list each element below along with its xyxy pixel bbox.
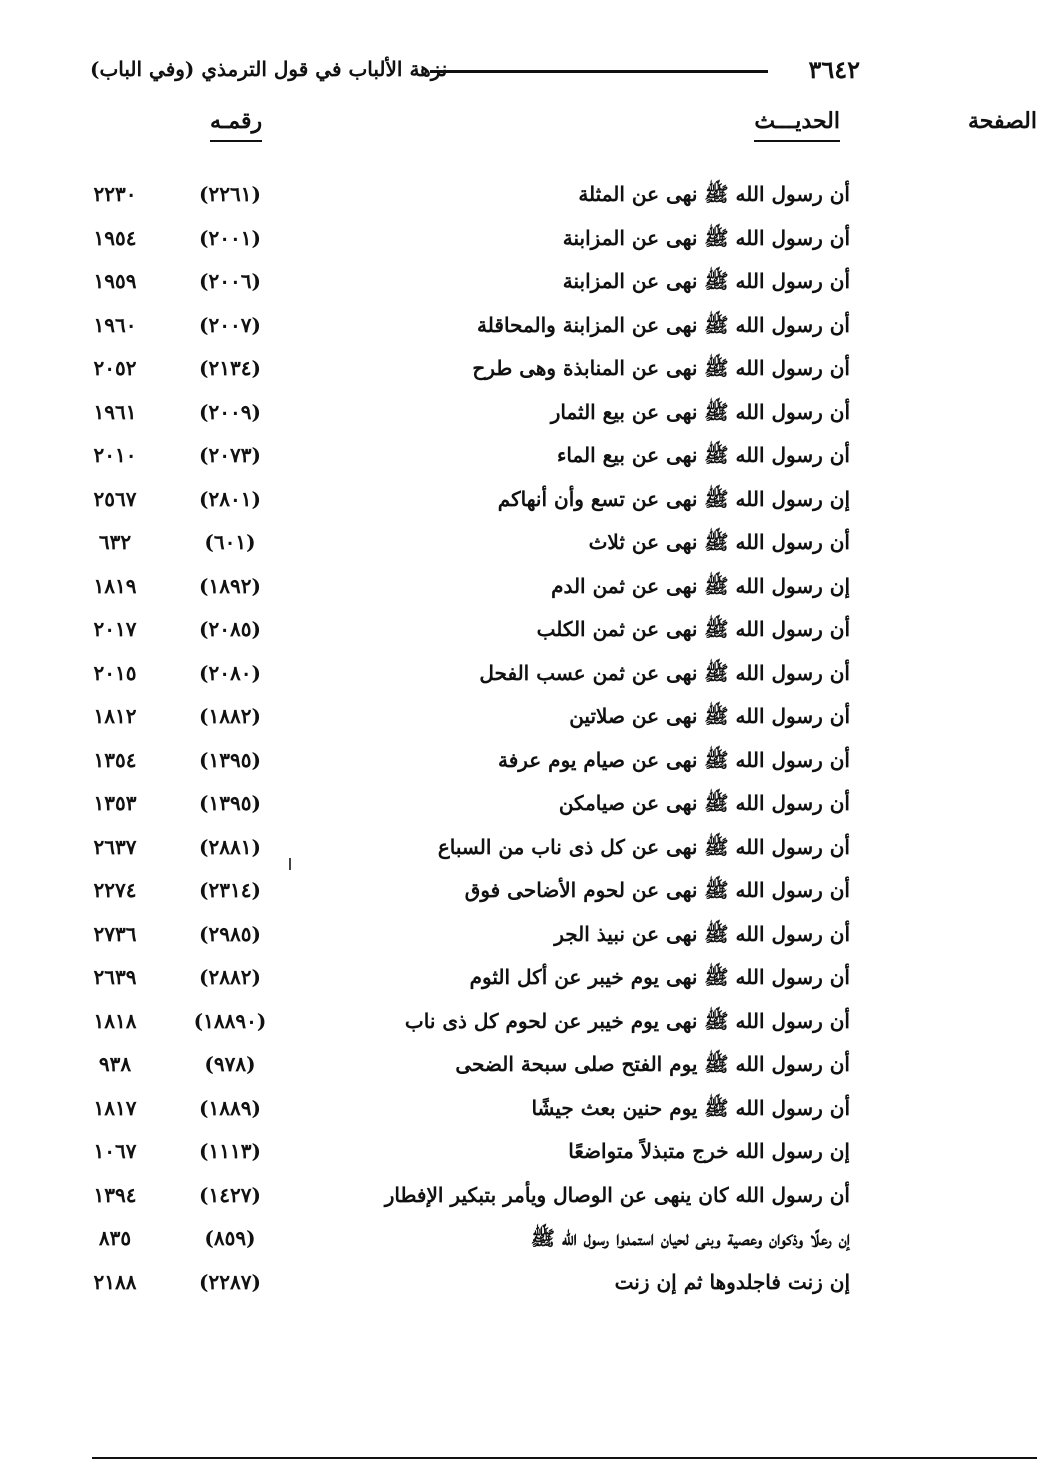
hadith-text: أن رسول الله ﷺ نهى عن صيام يوم عرفة	[497, 747, 850, 772]
hadith-text: أن رسول الله ﷺ يوم الفتح صلى سبحة الضحى	[455, 1052, 850, 1076]
page-reference: ١٩٦٠	[93, 312, 137, 337]
hadith-number: (٢٠٠٧)	[199, 312, 261, 337]
index-entry	[70, 1092, 850, 1136]
page-reference: ١٩٥٩	[93, 269, 137, 293]
running-title: نزهة الألباب في قول الترمذي (وفي الباب)	[90, 57, 448, 81]
hadith-number: (٢٠٠٦)	[199, 269, 261, 293]
hadith-text: أن رسول الله ﷺ نهى يوم خيبر عن أكل الثوم	[469, 965, 850, 989]
hadith-text: أن رسول الله ﷺ نهى عن صلاتين	[569, 704, 850, 728]
page-reference: ١٨١٨	[93, 1008, 137, 1033]
index-entry	[70, 1266, 850, 1310]
column-header-page: الصفحة	[92, 108, 1037, 1459]
page-reference: ٢٧٣٦	[93, 921, 137, 946]
hadith-text: أن رسول الله ﷺ نهى عن المزابنة	[562, 225, 850, 250]
index-entry	[70, 570, 850, 614]
index-entry	[70, 178, 850, 222]
hadith-number: (٢٠٠٩)	[199, 399, 261, 424]
hadith-text: أن رسول الله ﷺ نهى عن ثمن عسب الفحل	[479, 660, 850, 685]
hadith-number: (١٨٨٢)	[199, 704, 261, 728]
hadith-number: (٢٠٨٥)	[199, 617, 261, 641]
page-reference: ١٩٥٤	[93, 225, 137, 250]
hadith-number: (١٨٨٩)	[199, 1095, 261, 1120]
hadith-number: (٢٨٠١)	[199, 486, 261, 511]
hadith-number: (٢٢٦١)	[199, 182, 261, 206]
page-reference: ٢٠١٥	[93, 660, 137, 685]
hadith-text: أن رسول الله ﷺ نهى عن نبيذ الجر	[554, 921, 850, 946]
index-entry	[70, 309, 850, 353]
index-entry	[70, 700, 850, 744]
page-reference: ٢١٨٨	[93, 1269, 137, 1294]
hadith-number: (٢٣١٤)	[199, 878, 261, 902]
hadith-number: (١٤٢٧)	[199, 1182, 261, 1207]
hadith-text: أن رسول الله ﷺ نهى عن المزابنة والمحاقلة	[477, 312, 850, 337]
index-entry	[70, 1179, 850, 1223]
hadith-text: أن رسول الله ﷺ نهى عن المثلة	[578, 182, 850, 206]
hadith-text: أن رسول الله ﷺ نهى عن كل ذى ناب من السباع	[437, 834, 850, 859]
index-entry	[70, 744, 850, 788]
hadith-text: أن رسول الله ﷺ نهى عن لحوم الأضاحى فوق	[464, 878, 850, 902]
page-reference: ١٩٦١	[93, 399, 137, 424]
scan-speck	[289, 858, 291, 870]
column-header-number: رقمـه	[210, 108, 262, 142]
hadith-text: أن رسول الله ﷺ نهى عن المنابذة وهى طرح	[472, 356, 850, 380]
hadith-text: أن رسول الله ﷺ نهى عن صيامكن	[558, 791, 850, 815]
index-entry	[70, 657, 850, 701]
index-entry	[70, 1048, 850, 1092]
index-entry	[70, 1005, 850, 1049]
index-entry	[70, 787, 850, 831]
hadith-text: أن رسول الله ﷺ نهى عن بيع الماء	[557, 443, 850, 467]
index-entry	[70, 961, 850, 1005]
index-entry	[70, 222, 850, 266]
hadith-text: إن رعلًا وذكوان وعصية وبنى لحيان استمدوا رسول الله ﷺ	[530, 1226, 850, 1250]
hadith-number: (٢٨٨١)	[199, 834, 261, 859]
page-reference: ٢٦٣٧	[93, 834, 137, 859]
page-reference: ٢٢٧٤	[93, 878, 137, 902]
hadith-text: أن رسول الله كان ينهى عن الوصال ويأمر بتبكير الإفطار	[384, 1182, 850, 1207]
hadith-number: (٢٩٨٥)	[199, 921, 261, 946]
index-entry	[70, 483, 850, 527]
page-reference: ١٣٥٤	[93, 747, 137, 772]
page-reference: ٢٥٦٧	[93, 486, 137, 511]
hadith-number: (٦٠١)	[204, 530, 256, 554]
hadith-number: (٢٨٨٢)	[199, 965, 261, 989]
index-entry	[70, 831, 850, 875]
hadith-text: أن رسول الله ﷺ نهى عن بيع الثمار	[550, 399, 850, 424]
hadith-number: (٨٥٩)	[204, 1226, 256, 1250]
hadith-text: أن رسول الله ﷺ يوم حنين بعث جيشًا	[531, 1095, 850, 1120]
hadith-number: (١٣٩٥)	[199, 747, 261, 772]
index-entry	[70, 526, 850, 570]
index-entry	[70, 874, 850, 918]
index-entry	[70, 439, 850, 483]
header-rule	[430, 70, 768, 73]
page-reference: ١٣٥٣	[93, 791, 137, 815]
column-headers	[80, 108, 1037, 148]
hadith-number: (٢٠٨٠)	[199, 660, 261, 685]
page-number: ٣٦٤٢	[808, 55, 860, 84]
page-reference: ١٨١٩	[93, 573, 137, 598]
page-reference: ١٨١٧	[93, 1095, 137, 1120]
page-reference: ١٨١٢	[93, 704, 137, 728]
page-reference: ٢٢٣٠	[93, 182, 137, 206]
index-entry	[70, 1222, 850, 1266]
hadith-text: إن رسول الله ﷺ نهى عن ثمن الدم	[551, 573, 850, 598]
hadith-text: إن رسول الله ﷺ نهى عن تسع وأن أنهاكم	[497, 486, 850, 511]
hadith-number: (٢٠٧٣)	[199, 443, 261, 467]
hadith-number: (٢٢٨٧)	[199, 1269, 261, 1294]
hadith-number: (٢١٣٤)	[199, 356, 261, 380]
hadith-number: (٢٠٠١)	[199, 225, 261, 250]
page-reference: ٩٣٨	[98, 1052, 132, 1076]
column-header-hadith: الحديـــث	[754, 108, 840, 142]
hadith-number: (١٣٩٥)	[199, 791, 261, 815]
page-reference: ٢٠٥٢	[93, 356, 137, 380]
index-entry	[70, 265, 850, 309]
index-entries	[70, 178, 850, 1309]
page-reference: ٢٠١٠	[93, 443, 137, 467]
index-entry	[70, 613, 850, 657]
hadith-number: (١٨٩٢)	[199, 573, 261, 598]
running-head	[90, 55, 860, 89]
page-reference: ٢٠١٧	[93, 617, 137, 641]
hadith-number: (٩٧٨)	[204, 1052, 256, 1076]
hadith-text: أن رسول الله ﷺ نهى عن ثلاث	[588, 530, 850, 554]
hadith-text: إن رسول الله خرج متبذلاً متواضعًا	[568, 1139, 850, 1163]
page-reference: ١٣٩٤	[93, 1182, 137, 1207]
page-reference: ٨٣٥	[98, 1226, 132, 1250]
page-reference: ٢٦٣٩	[93, 965, 137, 989]
page-reference: ٦٣٢	[98, 530, 132, 554]
index-entry	[70, 1135, 850, 1179]
index-entry	[70, 396, 850, 440]
hadith-text: إن زنت فاجلدوها ثم إن زنت	[614, 1269, 850, 1294]
index-entry	[70, 352, 850, 396]
index-entry	[70, 918, 850, 962]
hadith-number: (١٨٨٩٠)	[193, 1008, 267, 1033]
hadith-number: (١١١٣)	[199, 1139, 261, 1163]
hadith-text: أن رسول الله ﷺ نهى عن المزابنة	[562, 269, 850, 293]
hadith-text: أن رسول الله ﷺ نهى يوم خيبر عن لحوم كل ذى ناب	[404, 1008, 850, 1033]
page-reference: ١٠٦٧	[93, 1139, 137, 1163]
hadith-text: أن رسول الله ﷺ نهى عن ثمن الكلب	[536, 617, 850, 641]
